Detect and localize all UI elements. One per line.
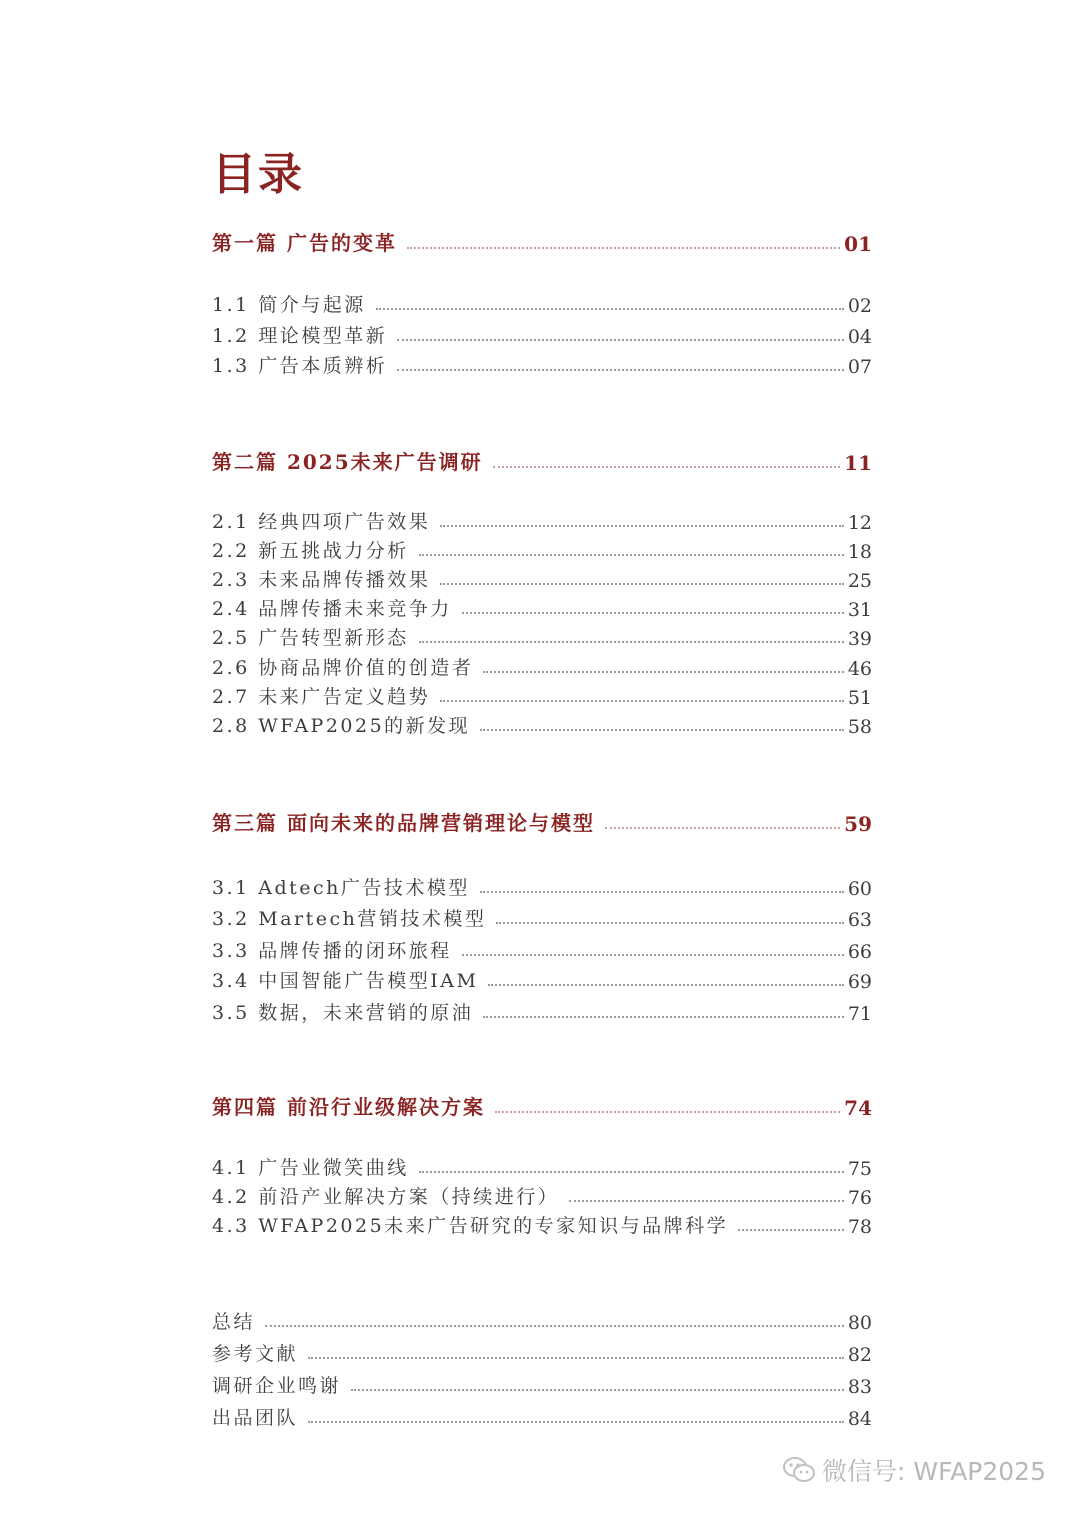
toc-item[interactable] xyxy=(212,679,872,709)
toc-page-number: 04 xyxy=(847,326,872,348)
dot-leader xyxy=(440,582,844,585)
dot-leader xyxy=(483,670,844,673)
toc-label: 调研企业鸣谢 xyxy=(212,1375,342,1397)
toc-item[interactable] xyxy=(212,963,872,993)
toc-label: 1.1 简介与起源 xyxy=(212,294,366,316)
toc-page-number: 60 xyxy=(847,878,872,900)
toc-item[interactable] xyxy=(212,318,872,348)
dot-leader xyxy=(496,921,843,924)
toc-page-number: 82 xyxy=(847,1344,872,1366)
toc-page-number: 63 xyxy=(847,909,872,931)
watermark-text: 微信号: WFAP2025 xyxy=(822,1457,1046,1486)
toc-item[interactable] xyxy=(212,708,872,738)
dot-leader xyxy=(483,1015,844,1018)
dot-leader xyxy=(419,640,844,643)
toc-label: 第四篇 前沿行业级解决方案 xyxy=(212,1095,485,1119)
toc-label: 3.3 品牌传播的闭环旅程 xyxy=(212,940,452,962)
toc-page-number: 01 xyxy=(844,232,872,256)
dot-leader xyxy=(376,307,844,310)
wechat-icon xyxy=(782,1455,816,1485)
toc-page-number: 74 xyxy=(844,1096,872,1120)
dot-leader xyxy=(397,368,844,371)
toc-page-number: 51 xyxy=(847,687,872,709)
toc-item[interactable] xyxy=(212,1208,872,1238)
dot-leader xyxy=(605,826,840,829)
toc-page-number: 66 xyxy=(847,941,872,963)
toc-label: 2.4 品牌传播未来竞争力 xyxy=(212,598,452,620)
toc-page-number: 71 xyxy=(847,1003,872,1025)
toc-label: 1.3 广告本质辨析 xyxy=(212,355,388,377)
dot-leader xyxy=(480,890,844,893)
dot-leader xyxy=(738,1228,844,1231)
toc-page-number: 76 xyxy=(847,1187,872,1209)
toc-part-1[interactable] xyxy=(212,226,872,256)
toc-item[interactable] xyxy=(212,1304,872,1334)
toc-page-number: 83 xyxy=(847,1376,872,1398)
toc-item[interactable] xyxy=(212,620,872,650)
dot-leader xyxy=(419,1170,844,1173)
dot-leader xyxy=(462,611,844,614)
dot-leader xyxy=(569,1199,844,1202)
toc-item[interactable] xyxy=(212,562,872,592)
toc-page-number: 69 xyxy=(847,971,872,993)
dot-leader xyxy=(440,699,844,702)
toc-item[interactable] xyxy=(212,650,872,680)
toc-label: 3.2 Martech营销技术模型 xyxy=(212,908,487,930)
toc-label: 3.1 Adtech广告技术模型 xyxy=(212,877,470,899)
dot-leader xyxy=(308,1356,844,1359)
toc-item[interactable] xyxy=(212,287,872,317)
toc-label: 4.1 广告业微笑曲线 xyxy=(212,1157,409,1179)
dot-leader xyxy=(265,1324,844,1327)
toc-page-number: 02 xyxy=(847,295,872,317)
dot-leader xyxy=(308,1420,844,1423)
toc-item[interactable] xyxy=(212,1150,872,1180)
toc-label: 出品团队 xyxy=(212,1407,299,1429)
dot-leader xyxy=(407,246,840,249)
toc-page-number: 75 xyxy=(847,1158,872,1180)
toc-item[interactable] xyxy=(212,504,872,534)
toc-item[interactable] xyxy=(212,901,872,931)
toc-item[interactable] xyxy=(212,1179,872,1209)
dot-leader xyxy=(419,553,844,556)
toc-label: 2.3 未来品牌传播效果 xyxy=(212,569,431,591)
toc-label: 第二篇 2025未来广告调研 xyxy=(212,450,483,474)
toc-label: 2.6 协商品牌价值的创造者 xyxy=(212,657,474,679)
toc-part-2[interactable] xyxy=(212,445,872,475)
toc-label: 2.2 新五挑战力分析 xyxy=(212,540,409,562)
dot-leader xyxy=(495,1110,840,1113)
toc-label: 参考文献 xyxy=(212,1343,299,1365)
dot-leader xyxy=(351,1388,844,1391)
toc-item[interactable] xyxy=(212,995,872,1025)
toc-label: 1.2 理论模型革新 xyxy=(212,325,388,347)
toc-page-number: 46 xyxy=(847,658,872,680)
dot-leader xyxy=(462,953,844,956)
toc-page-number: 12 xyxy=(847,512,872,534)
toc-label: 2.1 经典四项广告效果 xyxy=(212,511,431,533)
toc-label: 总结 xyxy=(212,1311,256,1333)
toc-page-number: 84 xyxy=(847,1408,872,1430)
toc-item[interactable] xyxy=(212,591,872,621)
toc-part-3[interactable] xyxy=(212,806,872,836)
toc-item[interactable] xyxy=(212,870,872,900)
toc-page-number: 11 xyxy=(844,451,872,475)
toc-item[interactable] xyxy=(212,533,872,563)
toc-page-number: 07 xyxy=(847,356,872,378)
toc-label: 2.8 WFAP2025的新发现 xyxy=(212,715,471,737)
toc-label: 4.2 前沿产业解决方案（持续进行） xyxy=(212,1186,560,1208)
dot-leader xyxy=(493,465,841,468)
wechat-watermark xyxy=(782,1452,1046,1488)
toc-page-number: 39 xyxy=(847,628,872,650)
toc-label: 第一篇 广告的变革 xyxy=(212,231,397,255)
toc-label: 2.5 广告转型新形态 xyxy=(212,627,409,649)
toc-item[interactable] xyxy=(212,1336,872,1366)
toc-page-number: 80 xyxy=(847,1312,872,1334)
dot-leader xyxy=(488,983,843,986)
toc-label: 2.7 未来广告定义趋势 xyxy=(212,686,431,708)
dot-leader xyxy=(480,728,844,731)
toc-page-number: 31 xyxy=(847,599,872,621)
toc-item[interactable] xyxy=(212,1368,872,1398)
toc-page-number: 78 xyxy=(847,1216,872,1238)
page-title: 目录 xyxy=(212,149,304,200)
toc-page-number: 25 xyxy=(847,570,872,592)
toc-item[interactable] xyxy=(212,348,872,378)
toc-label: 第三篇 面向未来的品牌营销理论与模型 xyxy=(212,811,595,835)
toc-part-4[interactable] xyxy=(212,1090,872,1120)
toc-page-number: 59 xyxy=(844,812,872,836)
toc-label: 4.3 WFAP2025未来广告研究的专家知识与品牌科学 xyxy=(212,1215,729,1237)
dot-leader xyxy=(397,338,844,341)
toc-page-number: 18 xyxy=(847,541,872,563)
toc-page-number: 58 xyxy=(847,716,872,738)
toc-item[interactable] xyxy=(212,1400,872,1430)
toc-item[interactable] xyxy=(212,933,872,963)
toc-label: 3.5 数据，未来营销的原油 xyxy=(212,1002,474,1024)
toc-label: 3.4 中国智能广告模型IAM xyxy=(212,970,479,992)
dot-leader xyxy=(440,524,844,527)
